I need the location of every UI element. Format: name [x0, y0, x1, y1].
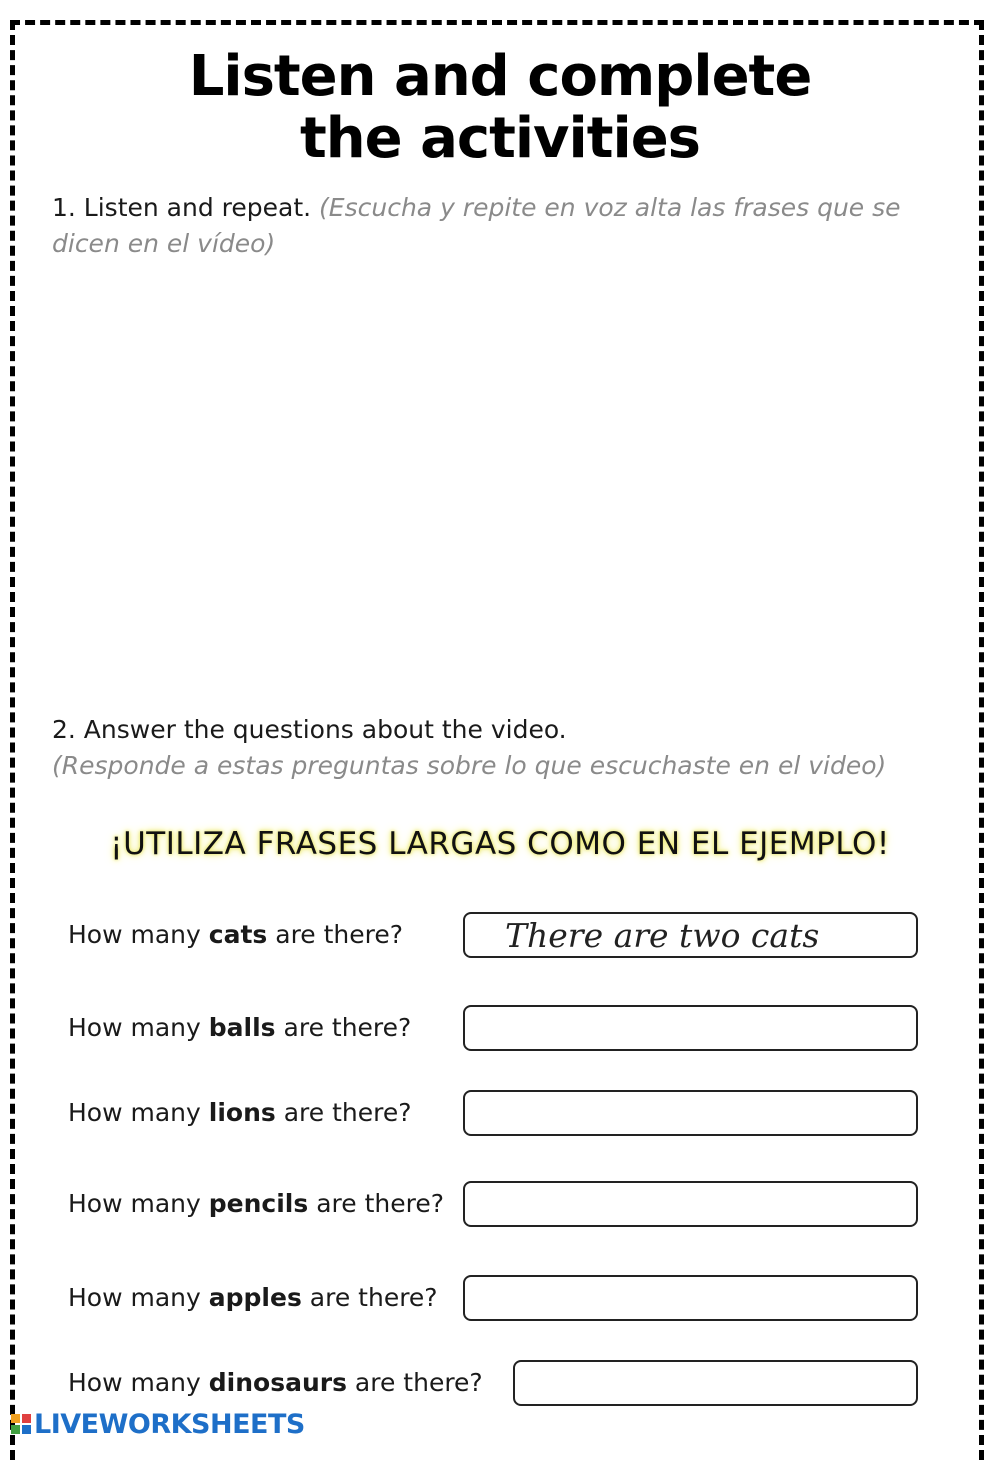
question-row-balls: [68, 1005, 928, 1055]
question-prefix: How many: [68, 920, 201, 949]
question-row-apples: [68, 1275, 928, 1325]
answer-field-apples[interactable]: [463, 1275, 918, 1321]
question-text: [68, 1283, 438, 1312]
question-text: [68, 1098, 412, 1127]
answer-field-dinosaurs[interactable]: [513, 1360, 918, 1406]
answer-field-balls[interactable]: [463, 1005, 918, 1051]
answer-field-cats[interactable]: There are two cats: [463, 912, 918, 958]
question-suffix: are there?: [316, 1189, 445, 1218]
question-item: pencils: [208, 1189, 309, 1218]
activity-2-label: 2. Answer the questions about the video.: [52, 715, 567, 744]
activity-2-instruction: [52, 712, 932, 784]
question-item: lions: [208, 1098, 276, 1127]
long-sentences-banner: ¡UTILIZA FRASES LARGAS COMO EN EL EJEMPLO!: [110, 826, 890, 862]
question-text: [68, 1013, 411, 1042]
question-row-lions: [68, 1090, 928, 1140]
question-item: apples: [208, 1283, 302, 1312]
question-row-dinosaurs: [68, 1360, 928, 1410]
question-row-cats: [68, 912, 928, 962]
video-area: [52, 280, 932, 690]
question-suffix: are there?: [283, 1013, 412, 1042]
answer-field-lions[interactable]: [463, 1090, 918, 1136]
liveworksheets-logo-icon: [10, 1413, 32, 1435]
activity-2-translation: (Responde a estas preguntas sobre lo que escuchaste en el video): [52, 751, 887, 780]
question-prefix: How many: [68, 1368, 201, 1397]
question-suffix: are there?: [354, 1368, 483, 1397]
question-text: [68, 920, 403, 949]
answer-field-pencils[interactable]: [463, 1181, 918, 1227]
liveworksheets-logo: [10, 1409, 305, 1439]
question-suffix: are there?: [309, 1283, 438, 1312]
question-prefix: How many: [68, 1013, 201, 1042]
question-item: dinosaurs: [208, 1368, 347, 1397]
question-row-pencils: [68, 1181, 928, 1231]
question-prefix: How many: [68, 1283, 201, 1312]
activity-1-translation: (Escucha y repite en voz alta las frases que se dicen en el vídeo): [52, 193, 901, 258]
question-suffix: are there?: [283, 1098, 412, 1127]
activity-1-instruction: [52, 190, 932, 262]
liveworksheets-wordmark: LIVEWORKSHEETS: [34, 1409, 305, 1440]
title-line-1: Listen and complete: [188, 44, 812, 109]
question-text: [68, 1189, 444, 1218]
question-prefix: How many: [68, 1189, 201, 1218]
question-item: balls: [208, 1013, 276, 1042]
worksheet-title: [0, 46, 1000, 170]
title-line-2: the activities: [299, 106, 701, 171]
activity-1-label: 1. Listen and repeat.: [52, 193, 312, 222]
question-item: cats: [208, 920, 268, 949]
question-prefix: How many: [68, 1098, 201, 1127]
question-suffix: are there?: [275, 920, 404, 949]
question-text: [68, 1368, 483, 1397]
